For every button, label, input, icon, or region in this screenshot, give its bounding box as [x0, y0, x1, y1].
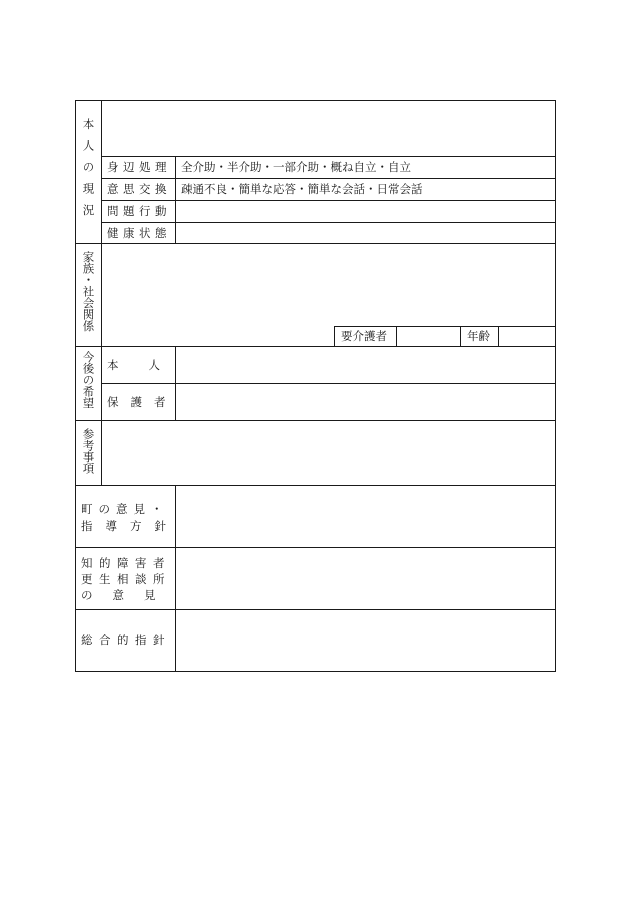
kaigosha-label: 要介護者: [341, 329, 387, 343]
kazoku-header: 家族・社会関係: [81, 251, 96, 332]
sanko-field[interactable]: [102, 421, 555, 485]
soudan-label-line2: 更生相談所: [81, 572, 171, 586]
genjo-field-free[interactable]: [102, 101, 555, 156]
soudan-label-line3: の意見: [81, 588, 176, 602]
genjo-row-divider-1: [101, 156, 556, 157]
kibou-header: 今後の希望: [81, 351, 96, 409]
machi-field[interactable]: [176, 486, 555, 547]
nenrei-label: 年齢: [467, 329, 490, 343]
genjo-label-mondai: 問題行動: [107, 204, 171, 218]
border-left: [75, 100, 76, 672]
kibou-field-honnin[interactable]: [176, 347, 555, 383]
kazoku-mini-div-1: [334, 326, 335, 347]
genjo-value-ishi: 疎通不良・簡単な応答・簡単な会話・日常会話: [181, 182, 423, 196]
kibou-field-hogosha[interactable]: [176, 384, 555, 420]
assessment-form-table: [75, 100, 556, 672]
soudan-label-line1: 知的障害者: [81, 556, 171, 570]
genjo-label-kenko: 健康状態: [107, 226, 171, 240]
kibou-label-hogosha: 保護者: [107, 395, 178, 409]
genjo-field-mondai[interactable]: [176, 201, 555, 222]
genjo-value-shinpen: 全介助・半介助・一部介助・概ね自立・自立: [181, 160, 411, 174]
sougou-field[interactable]: [176, 610, 555, 671]
sougou-label: 総合的指針: [81, 633, 171, 647]
genjo-header: 本人の現況: [81, 118, 96, 226]
genjo-row-divider-2: [101, 178, 556, 179]
kibou-label-honnin: 本人: [107, 358, 190, 372]
machi-label-line2: 指導方針: [81, 519, 179, 533]
sanko-header: 参考事項: [81, 428, 96, 474]
kazoku-mini-div-3: [460, 326, 461, 347]
genjo-field-kenko[interactable]: [176, 223, 555, 243]
kazoku-field[interactable]: [102, 244, 555, 326]
machi-label-line1: 町の意見・: [81, 502, 169, 516]
kaigosha-field[interactable]: [397, 327, 460, 346]
nenrei-field[interactable]: [499, 327, 555, 346]
border-right: [555, 100, 556, 672]
genjo-label-shinpen: 身辺処理: [107, 160, 171, 174]
genjo-label-ishi: 意思交換: [107, 182, 171, 196]
border-bottom: [75, 671, 556, 672]
soudan-field[interactable]: [176, 548, 555, 609]
